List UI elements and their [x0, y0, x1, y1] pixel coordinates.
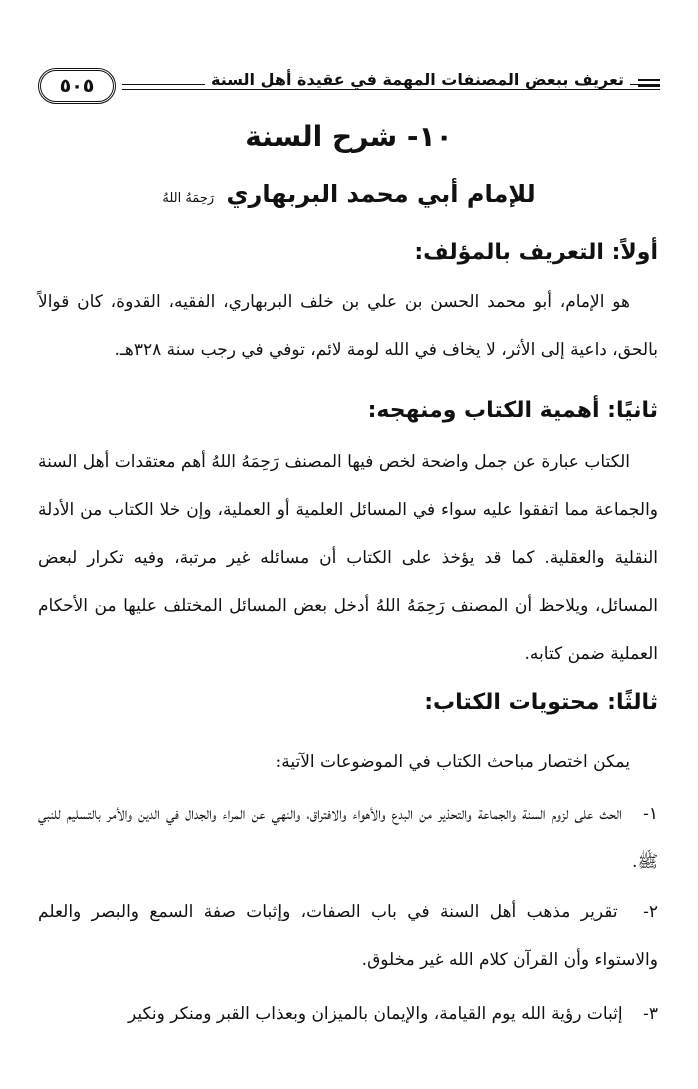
list-item — [38, 790, 658, 886]
importance-paragraph: الكتاب عبارة عن جمل واضحة لخص فيها المصنف رَحِمَهُ اللهُ أهم معتقدات أهل السنة والجماعة مما اتفقوا عليه سواء في المسائل العلمية أو العملية، وإن خلا الكتاب من الأدلة النقلية والعقلية. كما قد يؤخذ على الكتاب أن مسائله غير مرتبة، وفيه تكرار لبعض المسائل، ويلاحظ أن المصنف رَحِمَهُ اللهُ أدخل بعض المسائل المختلف عليها من الأحكام العملية ضمن كتابه. — [38, 452, 658, 664]
chapter-subtitle — [0, 180, 698, 208]
chapter-title: ١٠- شرح السنة — [245, 120, 453, 153]
list-item-text: الحث على لزوم السنة والجماعة والتحذير من البدع والأهواء والافتراق، والنهي عن المراء والجدال في الدين والأمر بالتسليم للنبي ﷺ. — [38, 804, 658, 872]
list-item-text: إثبات رؤية الله يوم القيامة، والإيمان بالميزان وبعذاب القبر ومنكر ونكير — [127, 1004, 623, 1024]
running-header — [38, 68, 660, 108]
section-heading-importance: ثانيًا: أهمية الكتاب ومنهجه: — [367, 398, 658, 423]
author-paragraph: هو الإمام، أبو محمد الحسن بن علي بن خلف البربهاري، الفقيه، القدوة، كان قوالاً بالحق، داعية إلى الأثر، لا يخاف في الله لومة لائم، توفي في رجب سنة ٣٢٨هـ. — [38, 292, 658, 360]
header-rule — [122, 89, 660, 90]
list-item-number: ٢- — [643, 902, 658, 922]
list-item — [38, 888, 658, 984]
page-number: ٥٠٥ — [38, 68, 116, 104]
contents-intro: يمكن اختصار مباحث الكتاب في الموضوعات الآتية: — [275, 752, 630, 772]
section-heading-author: أولاً: التعريف بالمؤلف: — [414, 240, 658, 265]
chapter-subtitle-text: للإمام أبي محمد البربهاري — [226, 180, 536, 208]
header-mark — [638, 85, 660, 87]
list-item-number: ٣- — [643, 1004, 658, 1024]
section-heading-contents: ثالثًا: محتويات الكتاب: — [424, 690, 658, 715]
header-mark — [638, 79, 660, 81]
running-header-title-text: تعريف ببعض المصنفات المهمة في عقيدة أهل السنة — [205, 70, 630, 89]
list-item-text: تقرير مذهب أهل السنة في باب الصفات، وإثبات صفة السمع والبصر والعلم والاستواء وأن القرآن كلام الله غير مخلوق. — [38, 902, 658, 970]
list-item — [38, 990, 658, 1038]
honorific-text: رَحِمَهُ اللهُ — [162, 191, 215, 206]
list-item-number: ١- — [643, 804, 658, 824]
running-header-title — [205, 70, 630, 89]
